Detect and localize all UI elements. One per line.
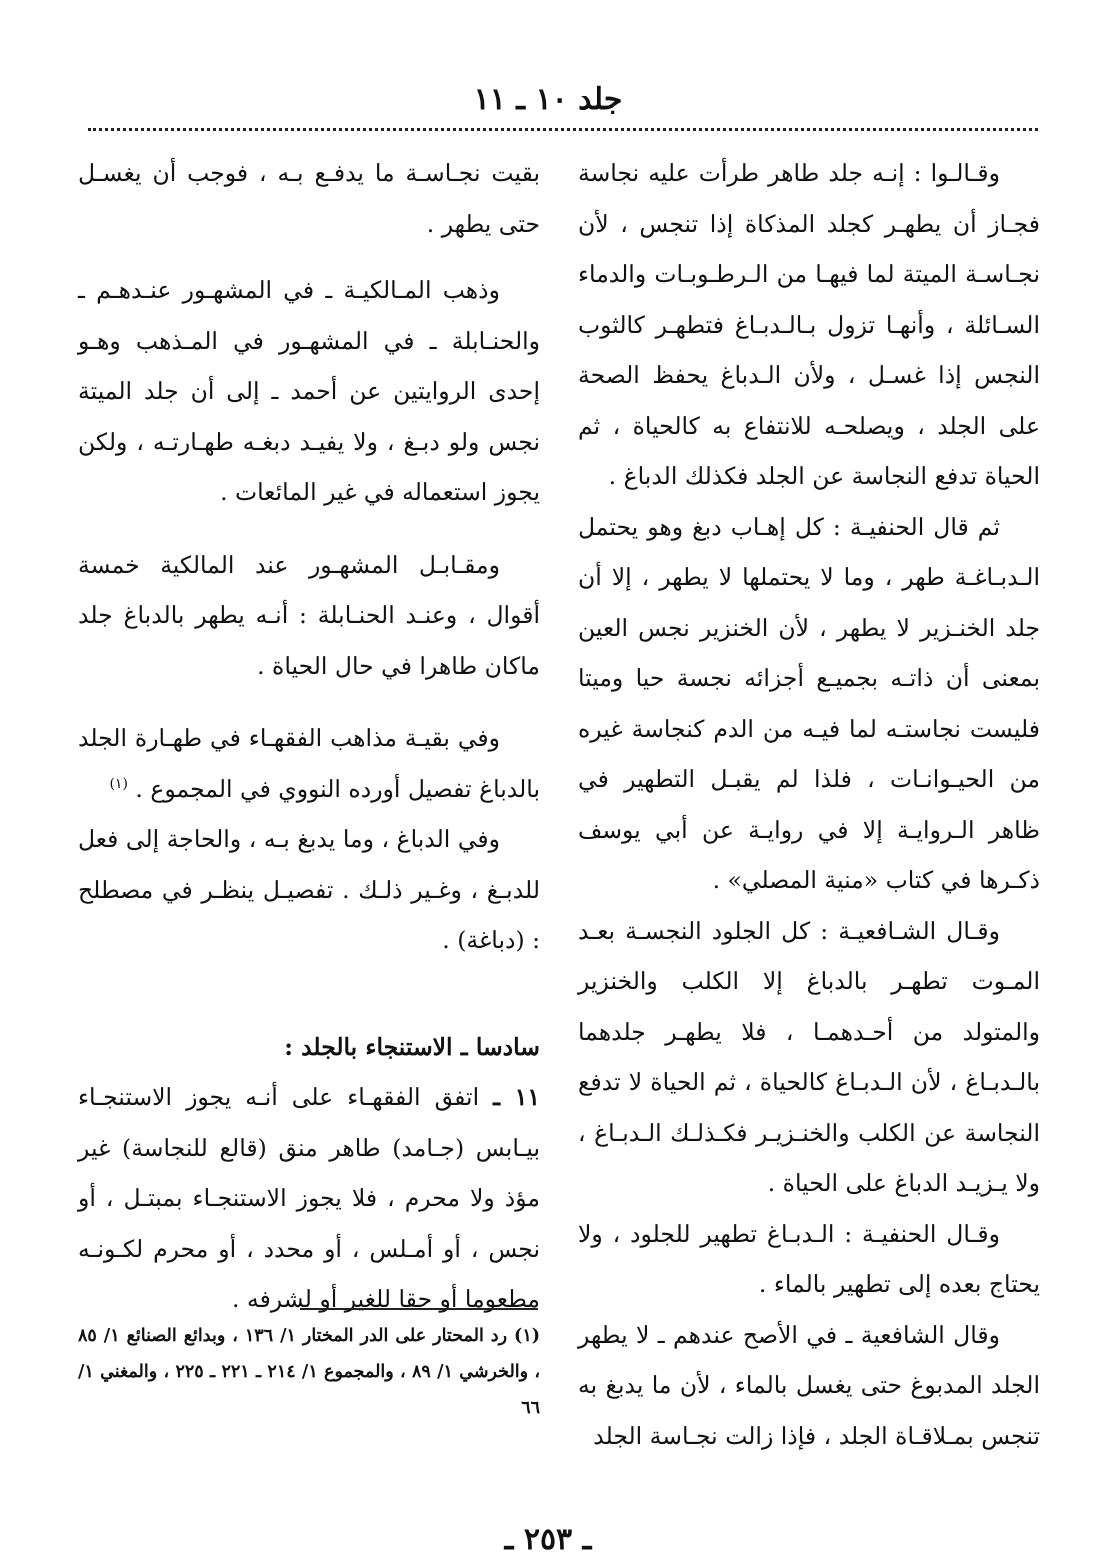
paragraph-shafiiyya-julud: وقـال الشـافعيـة : كل الجلود النجسـة بعـد المـوت تطهـر بالدباغ إلا الكلب والخنزير والمتولد من أحـدهمـا ، فلا يطهـر جلدهما بالـدبـاغ ، لأن الـدبـاغ كالحياة ، ثم الحياة لا تدفع النجاسة عن الكلب والخنـزيـر فكـذلـك الـدبـاغ ، ولا يـزيـد الدباغ على الحياة . [578, 916, 1040, 1197]
paragraph-continued: بقيت نجـاسـة ما يدفـع بـه ، فوجب أن يغسـل حتى يطهر . [78, 159, 540, 238]
paragraph-baqiyyat-madhahib [78, 713, 540, 814]
paragraph-istinja-text: اتفق الفقهـاء على أنـه يجوز الاستنجـاء بيـابس (جـامد) طاهر منق (قالع للنجاسة) غير مؤذ ولا محرم ، فلا يجوز الاستنجـاء بمبتـل ، أو نجس ، أو أمـلس ، أو محدد ، أو محرم لكـونـه مطعوما أو حقا للغير أو لشرفه . [78, 1083, 540, 1313]
paragraph-shafiiyya-asahh: وقال الشافعية ـ في الأصح عندهم ـ لا يطهر الجلد المدبوغ حتى يغسل بالماء ، لأن ما يدبغ به تنجس بمـلاقـاة الجلد ، فإذا زالت نجـاسة الجلد [578, 1320, 1040, 1450]
left-column [78, 148, 540, 1325]
right-column [578, 148, 1040, 1461]
paragraph-qalu: وقـالـوا : إنـه جلد طاهر طرأت عليه نجاسة فجـاز أن يطهـر كجلد المذكاة إذا تنجس ، لأن نجـاسـة الميتة لما فيهـا من الـرطـوبـات والدماء السـائلة ، وأنهـا تزول بـالـدبـاغ فتطهـر كالثوب النجس إذا غسـل ، ولأن الـدباغ يحفظ الصحة على الجلد ، ويصلحـه للانتفاع به كالحياة ، ثم الحياة تدفع النجاسة عن الجلد فكذلك الدباغ . [578, 159, 1040, 490]
paragraph-istinja [78, 1072, 540, 1325]
footnote: (١) رد المحتار على الدر المختار ١/ ١٣٦ ، وبدائع الصنائع ١/ ٨٥ ، والخرشي ١/ ٨٩ ، والمجموع ١/ ٢١٤ ـ ٢٢١ ـ ٢٢٥ ، والمغني ١/ ٦٦ [78, 1326, 541, 1418]
paragraph-dibagh-tafsil: وفي الدباغ ، وما يدبغ بـه ، والحاجة إلى فعل للدبـغ ، وغـير ذلـك . تفصيـل ينظـر في مصطلح : (دباغة) . [78, 825, 540, 954]
paragraph-muqabil: ومقـابـل المشهـور عند المالكية خمسة أقوال ، وعنـد الحنـابلة : أنـه يطهر بالدباغ جلد ماكان طاهرا في حال الحياة . [78, 550, 540, 680]
paragraph-hanafiyya-ihab: ثم قال الحنفيـة : كل إهـاب دبغ وهو يحتمل الـدبـاغـة طهر ، وما لا يحتملها لا يطهر ، إلا أن جلد الخنـزير لا يطهر ، لأن الخنزير نجس العين بمعنى أن ذاتـه بجميـع أجزائه نجسة حيا وميتا فليست نجاستـه لما فيـه من الدم كنجاسة غيره من الحيـوانـات ، فلذا لم يقبـل التطهير في ظاهر الـروايـة إلا في روايـة عن أبي يوسف ذكـرها في كتاب «منية المصلي» . [578, 512, 1040, 894]
header-dotted-rule [88, 128, 1038, 131]
paragraph-baqiyyat-text: وفي بقيـة مذاهب الفقهـاء في طهـارة الجلد بالدباغ تفصيل أورده النووي في المجموع . [78, 724, 540, 803]
section-heading: سادسا ـ الاستنجاء بالجلد : [284, 1032, 540, 1061]
paragraph-number: ١١ ـ [493, 1083, 540, 1111]
footnote-separator [300, 1308, 538, 1310]
paragraph-hanafiyya-dibagh: وقـال الحنفيـة : الـدبـاغ تطهير للجلود ، ولا يحتاج بعده إلى تطهير بالماء . [578, 1219, 1040, 1298]
paragraph-malikiyya: وذهب المـالكيـة ـ في المشهـور عنـدهـم ـ والحنـابلة ـ في المشهـور في المـذهب وهـو إحدى الروايتين عن أحمد ـ إلى أن جلد الميتة نجس ولو دبـغ ، ولا يفيـد دبغـه طهـارتـه ، ولكن يجوز استعماله في غير المائعات . [78, 276, 540, 506]
page-number: ـ ٢٥٣ ـ [504, 1522, 592, 1557]
footnote-reference: (١) [109, 775, 128, 792]
running-header: جلد ١٠ ـ ١١ [473, 82, 623, 117]
